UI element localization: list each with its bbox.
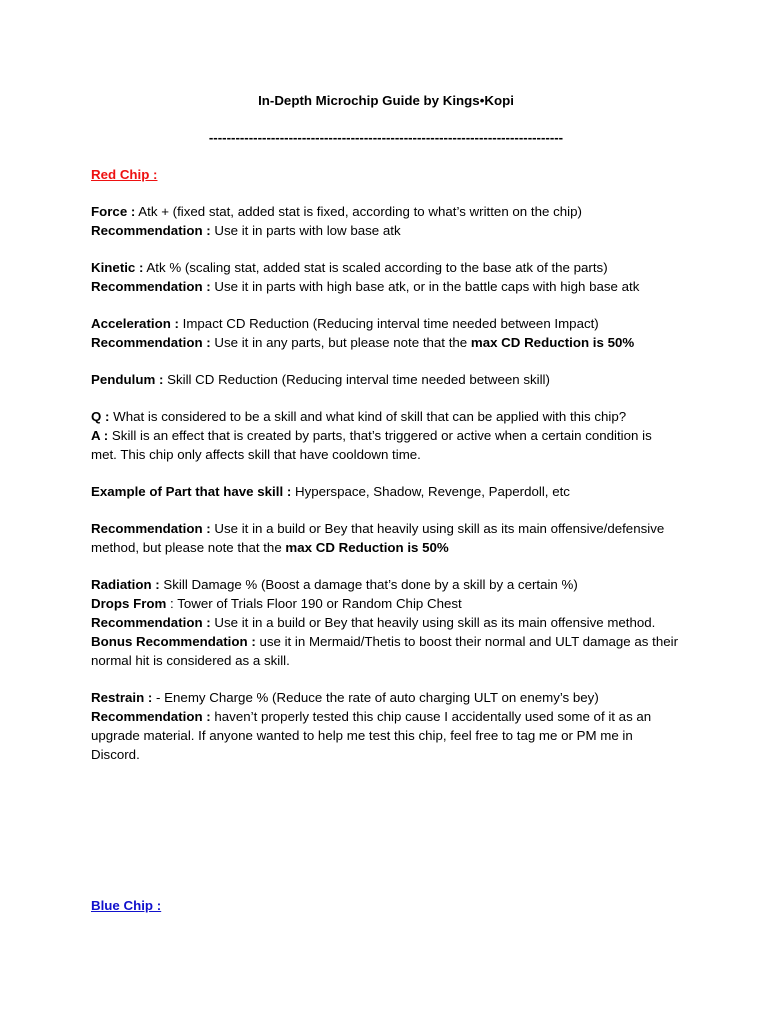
divider-line: -------------------------------------------------------------------------------- xyxy=(208,130,564,145)
restrain-label: Restrain : xyxy=(91,690,153,705)
bonus-rec-text: use it in Mermaid/Thetis to boost their normal and ULT damage as their normal hit is considered as a skill. xyxy=(91,634,679,668)
page-title: In-Depth Microchip Guide by Kings•Kopi xyxy=(258,93,514,108)
radiation-block xyxy=(91,575,681,670)
force-rec-label: Recommendation : xyxy=(91,223,211,238)
restrain-text: - Enemy Charge % (Reduce the rate of auto charging ULT on enemy’s bey) xyxy=(152,690,599,705)
drops-from-text: : Tower of Trials Floor 190 or Random Chip Chest xyxy=(166,596,462,611)
force-text: Atk + (fixed stat, added stat is fixed, according to what’s written on the chip) xyxy=(135,204,582,219)
pendulum-rec-label: Recommendation : xyxy=(91,521,211,536)
kinetic-label: Kinetic : xyxy=(91,260,144,275)
pendulum-rec-block xyxy=(91,519,681,557)
answer-label: A : xyxy=(91,428,109,443)
kinetic-text: Atk % (scaling stat, added stat is scaled according to the base atk of the parts) xyxy=(143,260,608,275)
question-text: What is considered to be a skill and what kind of skill that can be applied with this chip? xyxy=(109,409,627,424)
restrain-block xyxy=(91,688,681,764)
force-block xyxy=(91,202,681,240)
document-body xyxy=(91,91,681,764)
acceleration-label: Acceleration : xyxy=(91,316,179,331)
example-block xyxy=(91,482,681,501)
radiation-rec-text: Use it in a build or Bey that heavily using skill as its main offensive method. xyxy=(210,615,656,630)
acceleration-rec-text: Use it in any parts, but please note that the xyxy=(210,335,471,350)
radiation-label: Radiation : xyxy=(91,577,160,592)
drops-from-label: Drops From xyxy=(91,596,167,611)
restrain-rec-label: Recommendation : xyxy=(91,709,211,724)
acceleration-block xyxy=(91,314,681,352)
qa-block xyxy=(91,407,681,464)
kinetic-block xyxy=(91,258,681,296)
radiation-text: Skill Damage % (Boost a damage that’s done by a skill by a certain %) xyxy=(159,577,578,592)
pendulum-label: Pendulum : xyxy=(91,372,164,387)
bonus-rec-label: Bonus Recommendation : xyxy=(91,634,256,649)
answer-text: Skill is an effect that is created by parts, that’s triggered or active when a certain condition is met. This chip only affects skill that have cooldown time. xyxy=(91,428,652,462)
restrain-rec-text: haven’t properly tested this chip cause I accidentally used some of it as an upgrade material. If anyone wanted to help me test this chip, feel free to tag me or PM me in Discord. xyxy=(91,709,652,762)
blue-chip-heading: Blue Chip : xyxy=(91,898,162,913)
kinetic-rec-text: Use it in parts with high base atk, or in the battle caps with high base atk xyxy=(210,279,640,294)
blue-chip-section xyxy=(91,898,161,917)
question-label: Q : xyxy=(91,409,110,424)
example-text: Hyperspace, Shadow, Revenge, Paperdoll, etc xyxy=(291,484,570,499)
pendulum-rec-bold: max CD Reduction is 50% xyxy=(285,540,449,555)
acceleration-text: Impact CD Reduction (Reducing interval time needed between Impact) xyxy=(178,316,599,331)
acceleration-rec-bold: max CD Reduction is 50% xyxy=(470,335,635,350)
kinetic-rec-label: Recommendation : xyxy=(91,279,211,294)
example-label: Example of Part that have skill : xyxy=(91,484,292,499)
pendulum-text: Skill CD Reduction (Reducing interval time needed between skill) xyxy=(163,372,550,387)
radiation-rec-label: Recommendation : xyxy=(91,615,211,630)
red-chip-heading: Red Chip : xyxy=(91,167,158,182)
pendulum-rec-text: Use it in a build or Bey that heavily using skill as its main offensive/defensive method, but please note that the xyxy=(91,521,665,555)
acceleration-rec-label: Recommendation : xyxy=(91,335,211,350)
force-rec-text: Use it in parts with low base atk xyxy=(210,223,401,238)
pendulum-block xyxy=(91,370,681,389)
force-label: Force : xyxy=(91,204,136,219)
